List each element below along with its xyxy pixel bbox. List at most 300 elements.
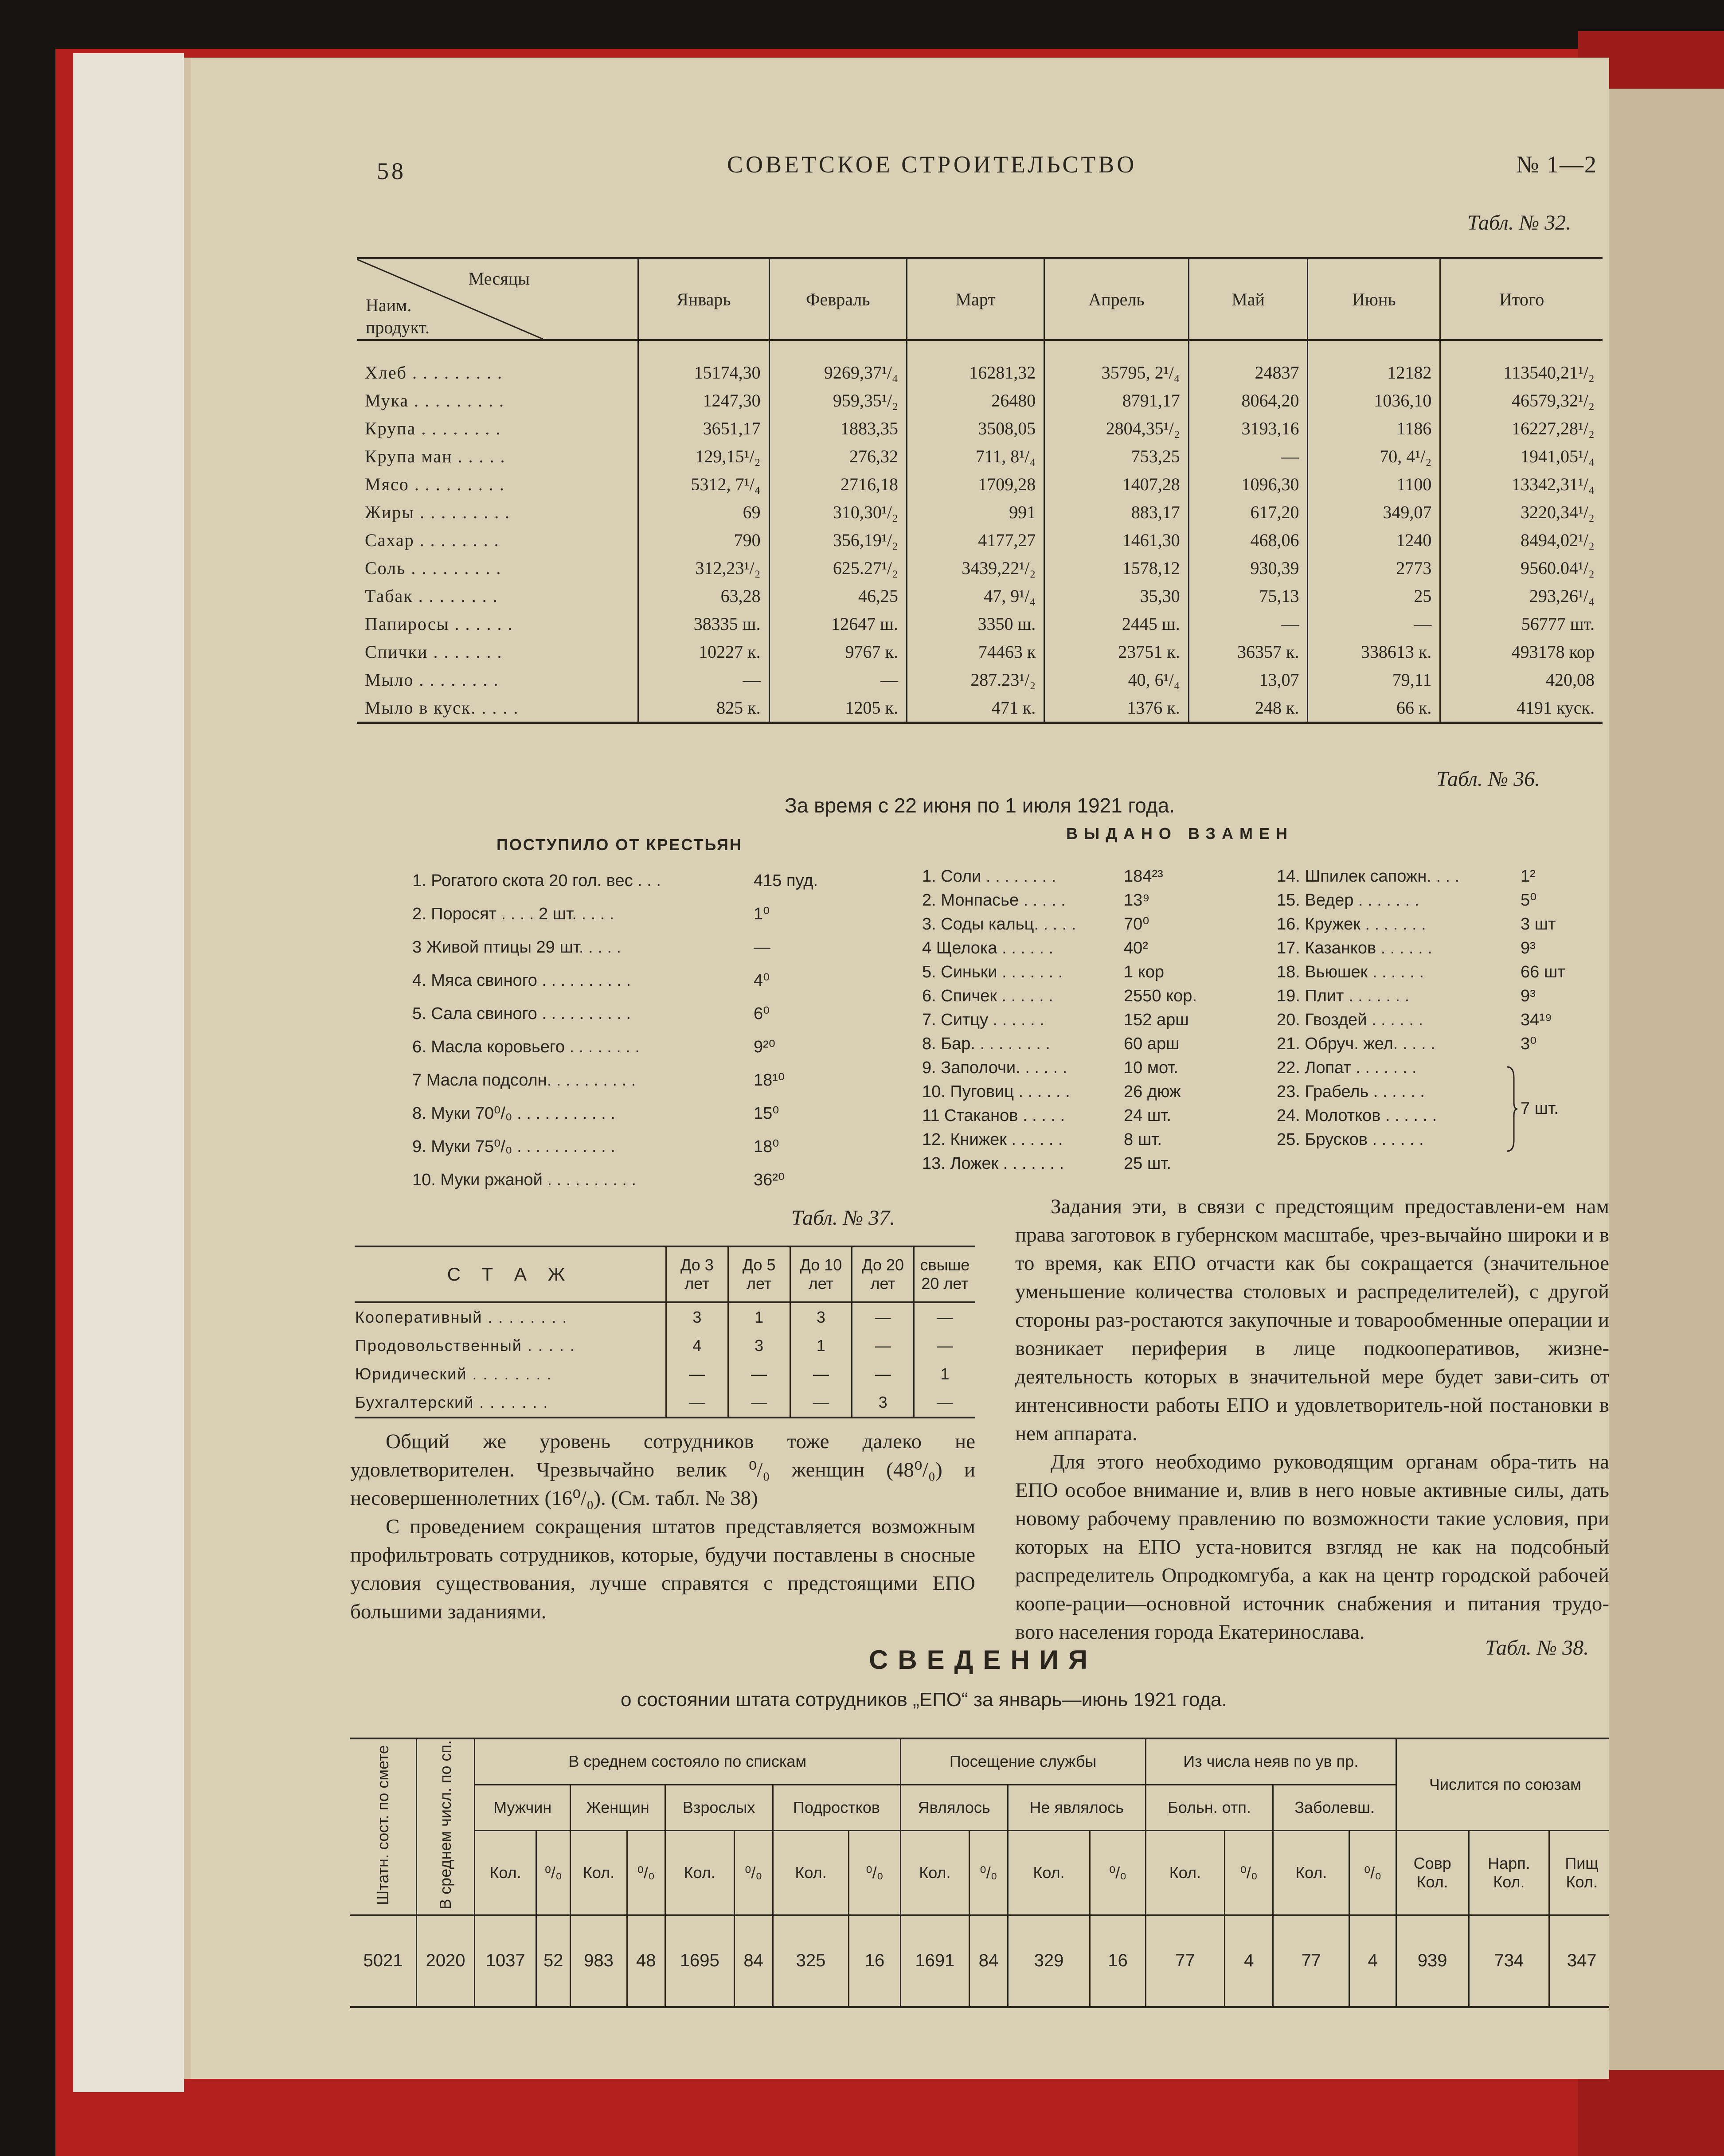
list-item	[1277, 960, 1605, 984]
list-item-label: 17. Казанков . . . . . .	[1277, 939, 1432, 957]
table32-cell: 468,06	[1188, 526, 1308, 554]
table32-cell: 2445 ш.	[1044, 610, 1188, 638]
table38-cell: 347	[1549, 1915, 1609, 2007]
table32-row	[357, 582, 1603, 610]
table32-cell: 4177,27	[907, 526, 1044, 554]
table32-cell: 10227 к.	[638, 638, 769, 666]
table32-cell: 356,19¹/₂	[769, 526, 907, 554]
list-item-label: 5. Синьки . . . . . . .	[922, 963, 1063, 981]
table32-body	[357, 340, 1603, 723]
table32-cell: 1883,35	[769, 414, 907, 442]
list-item-value: 15⁰	[754, 1104, 779, 1123]
table32-cell: 4191 куск.	[1440, 694, 1603, 723]
table37-col-header: До 5 лет	[728, 1246, 790, 1302]
list-item-label: 3. Соды кальц. . . . .	[922, 915, 1076, 933]
list-item-label: 9. Муки 75⁰/₀ . . . . . . . . . . .	[412, 1137, 615, 1156]
table37-stazh-header: С Т А Ж	[355, 1246, 666, 1302]
table32-cell: —	[1188, 442, 1308, 470]
table36-caption: Табл. № 36.	[1436, 767, 1540, 791]
list-item	[1277, 1008, 1605, 1032]
table32-cell: 23751 к.	[1044, 638, 1188, 666]
list-item-value: 9³	[1521, 987, 1536, 1005]
list-item	[412, 931, 820, 964]
table37-col-header: До 10 лет	[790, 1246, 852, 1302]
table37-row	[355, 1360, 975, 1388]
table32-cell: 74463 к	[907, 638, 1044, 666]
table32-row	[357, 470, 1603, 498]
list-item-label: 9. Заполочи. . . . . .	[922, 1058, 1067, 1077]
table32-cell: 3651,17	[638, 414, 769, 442]
table38-cell: 77	[1273, 1915, 1349, 2007]
avg-header	[417, 1738, 475, 1915]
list-item	[1277, 864, 1605, 888]
table37-cell: —	[728, 1388, 790, 1418]
table32-cell: 310,30¹/₂	[769, 498, 907, 526]
table32-cell: 1205 к.	[769, 694, 907, 723]
list-item-value: 25 шт.	[1124, 1154, 1172, 1173]
issued-list-a	[922, 864, 1232, 1176]
table32-cell: 8791,17	[1044, 387, 1188, 414]
list-item	[922, 888, 1232, 912]
kol-header: Кол.	[1145, 1830, 1224, 1915]
table32-cell: 66 к.	[1308, 694, 1440, 723]
journal-title: СОВЕТСКОЕ СТРОИТЕЛЬСТВО	[727, 151, 1137, 178]
table32-cell: 56777 шт.	[1440, 610, 1603, 638]
list-item	[412, 1164, 820, 1197]
table32-row	[357, 526, 1603, 554]
table32-cell: 36357 к.	[1188, 638, 1308, 666]
table37-row	[355, 1302, 975, 1332]
table32-row-name: Крупа ман . . . . .	[365, 446, 506, 466]
list-item-value: 70⁰	[1124, 915, 1149, 933]
list-item-label: 6. Масла коровьего . . . . . . . .	[412, 1038, 640, 1056]
table32-row	[357, 666, 1603, 694]
table38-subheader: Не являлось	[1008, 1785, 1145, 1830]
table32-cell: 790	[638, 526, 769, 554]
table32-row	[357, 442, 1603, 470]
union-header	[1469, 1830, 1549, 1915]
table32-row-name: Жиры . . . . . . . . .	[365, 502, 511, 522]
list-item	[412, 1130, 820, 1164]
table32-cell: 24837	[1188, 340, 1308, 387]
pct-header: ⁰/₀	[1090, 1830, 1145, 1915]
table37-cell: —	[852, 1332, 914, 1360]
list-item-value: 1⁰	[754, 905, 770, 923]
received-list	[412, 864, 820, 1197]
table32-cell: 1941,05¹/₄	[1440, 442, 1603, 470]
list-item-label: 14. Шпилек сапожн. . . .	[1277, 867, 1460, 886]
list-item-label: 10. Муки ржаной . . . . . . . . . .	[412, 1171, 637, 1189]
list-item-label: 5. Сала свиного . . . . . . . . . .	[412, 1004, 631, 1023]
kol-header: Кол.	[900, 1830, 970, 1915]
table32-cell: 349,07	[1308, 498, 1440, 526]
table37-cell: —	[914, 1302, 975, 1332]
pct-header: ⁰/₀	[536, 1830, 571, 1915]
page-number: 58	[377, 158, 406, 184]
table32-row-name: Сахар . . . . . . . .	[365, 530, 500, 550]
table32-cell: —	[638, 666, 769, 694]
union-kol: Кол.	[1416, 1872, 1448, 1891]
table32-cell: 79,11	[1308, 666, 1440, 694]
group-header: Посещение службы	[900, 1738, 1145, 1785]
table37-cell: 1	[914, 1360, 975, 1388]
list-item-label: 18. Вьюшек . . . . . .	[1277, 963, 1424, 981]
list-item-label: 4 Щелока . . . . . .	[922, 939, 1054, 957]
pct-header: ⁰/₀	[1349, 1830, 1396, 1915]
table37-cell: 4	[666, 1332, 728, 1360]
table38-subtitle: о состоянии штата сотрудников „ЕПО“ за январь—июнь 1921 года.	[621, 1689, 1227, 1711]
list-item-value: 13⁹	[1124, 891, 1150, 910]
list-item	[922, 864, 1232, 888]
table32-row-name: Хлеб . . . . . . . . .	[365, 363, 503, 383]
table32	[357, 257, 1603, 724]
table32-cell: 1376 к.	[1044, 694, 1188, 723]
pct-header: ⁰/₀	[627, 1830, 665, 1915]
table38-subheader: Взрослых	[665, 1785, 773, 1830]
table38-values-row	[350, 1915, 1609, 2007]
list-item-label: 1. Соли . . . . . . . .	[922, 867, 1056, 886]
table32-row-name: Крупа . . . . . . . .	[365, 418, 501, 438]
list-item	[412, 864, 820, 898]
list-item-value: 9²⁰	[754, 1038, 776, 1056]
table32-corner-cell	[357, 258, 638, 340]
table32-cell: 13,07	[1188, 666, 1308, 694]
union-kol: Кол.	[1493, 1872, 1525, 1891]
list-item-label: 8. Муки 70⁰/₀ . . . . . . . . . . .	[412, 1104, 615, 1123]
list-item-value: 8 шт.	[1124, 1130, 1162, 1149]
table37-row-name: Продовольственный . . . . .	[355, 1336, 575, 1355]
list-item-label: 21. Обруч. жел. . . . .	[1277, 1035, 1435, 1053]
table32-cell: 75,13	[1188, 582, 1308, 610]
list-item-label: 6. Спичек . . . . . .	[922, 987, 1053, 1005]
table32-cell: 16281,32	[907, 340, 1044, 387]
table38-subheader: Больн. отп.	[1145, 1785, 1273, 1830]
table32-row-name: Мука . . . . . . . . .	[365, 391, 505, 410]
list-item-value: 3⁰	[1521, 1035, 1537, 1053]
table32-cell: 1036,10	[1308, 387, 1440, 414]
list-item-label: 24. Молотков . . . . . .	[1277, 1106, 1437, 1125]
table32-cell: 1407,28	[1044, 470, 1188, 498]
list-item-label: 7 Масла подсолн. . . . . . . . . .	[412, 1071, 636, 1090]
table32-cell: 9767 к.	[769, 638, 907, 666]
kol-header: Кол.	[773, 1830, 849, 1915]
table32-cell: 9269,37¹/₄	[769, 340, 907, 387]
list-item-label: 8. Бар. . . . . . . . .	[922, 1035, 1050, 1053]
list-item-value: 1²	[1521, 867, 1536, 886]
list-item-label: 2. Монпасье . . . . .	[922, 891, 1066, 910]
list-item-value: 60 арш	[1124, 1035, 1180, 1053]
list-item-value: 36²⁰	[754, 1171, 785, 1189]
table32-cell: 9560.04¹/₂	[1440, 554, 1603, 582]
table37-row	[355, 1388, 975, 1418]
table37-col-header: До 20 лет	[852, 1246, 914, 1302]
table32-cell: 1186	[1308, 414, 1440, 442]
table38-cell: 5021	[363, 1951, 403, 1971]
table32-cell: 47, 9¹/₄	[907, 582, 1044, 610]
list-item	[922, 984, 1232, 1008]
table32-row-name: Мыло . . . . . . . .	[365, 670, 499, 690]
table38-subheader: Женщин	[571, 1785, 665, 1830]
kol-header: Кол.	[475, 1830, 536, 1915]
list-item-value: 40²	[1124, 939, 1148, 957]
table37-cell: —	[790, 1360, 852, 1388]
table32-cell: 287.23¹/₂	[907, 666, 1044, 694]
table38-title: СВЕДЕНИЯ	[869, 1645, 1098, 1675]
list-item-label: 3 Живой птицы 29 шт. . . . .	[412, 938, 622, 957]
table38-cell: 1695	[665, 1915, 734, 2007]
table37-header-row	[355, 1246, 975, 1302]
list-item-value: 415 пуд.	[754, 871, 818, 890]
list-item	[1277, 912, 1605, 936]
table37-body	[355, 1302, 975, 1418]
table38-cell: 1037	[475, 1915, 536, 2007]
list-item-value: 34¹⁹	[1521, 1011, 1552, 1029]
table32-cell: 3508,05	[907, 414, 1044, 442]
table38-cell: 983	[571, 1915, 627, 2007]
table32-row-name: Спички . . . . . . .	[365, 642, 503, 662]
table32-cell: 1461,30	[1044, 526, 1188, 554]
table32-cell: 129,15¹/₂	[638, 442, 769, 470]
table32-cell: 40, 6¹/₄	[1044, 666, 1188, 694]
list-item-value: 1 кор	[1124, 963, 1165, 981]
group-header: В среднем состояло по спискам	[475, 1738, 901, 1785]
list-item	[1277, 984, 1605, 1008]
list-item	[412, 1031, 820, 1064]
paragraph: Общий же уровень сотрудников тоже далеко не удовлетворителен. Чрезвычайно велик ⁰/₀ женщин (48⁰/₀) и несовершеннолетних (16⁰/₀). (См. табл. № 38)	[350, 1430, 975, 1510]
list-item-label: 7. Ситцу . . . . . .	[922, 1011, 1044, 1029]
list-item-label: 25. Брусков . . . . . .	[1277, 1130, 1424, 1149]
table37-cell: 1	[728, 1302, 790, 1332]
table38-cell: 329	[1008, 1915, 1090, 2007]
list-item-value: 18⁰	[754, 1137, 779, 1156]
table32-cell: 63,28	[638, 582, 769, 610]
table37	[355, 1246, 975, 1418]
table32-cell: 26480	[907, 387, 1044, 414]
table32-cell: 248 к.	[1188, 694, 1308, 723]
table37-cell: 3	[790, 1302, 852, 1332]
union-header	[1396, 1830, 1469, 1915]
table32-corner-name: Наим.	[366, 295, 412, 315]
list-item-value: 5⁰	[1521, 891, 1537, 910]
table32-row-name: Папиросы . . . . . .	[365, 614, 513, 634]
list-item-value: —	[754, 938, 770, 957]
table32-col-header: Март	[907, 258, 1044, 340]
table32-cell: 5312, 7¹/₄	[638, 470, 769, 498]
table38-cell: 48	[627, 1915, 665, 2007]
table37-col-header: свыше 20 лет	[914, 1246, 975, 1302]
table32-cell: 13342,31¹/₄	[1440, 470, 1603, 498]
kol-header: Кол.	[571, 1830, 627, 1915]
pct-header: ⁰/₀	[970, 1830, 1008, 1915]
table32-cell: 3439,22¹/₂	[907, 554, 1044, 582]
table37-cell: 3	[852, 1388, 914, 1418]
list-item-label: 1. Рогатого скота 20 гол. вес . . .	[412, 871, 661, 890]
table32-col-header: Апрель	[1044, 258, 1188, 340]
table32-row	[357, 638, 1603, 666]
table32-cell: 312,23¹/₂	[638, 554, 769, 582]
table37-cell: —	[852, 1302, 914, 1332]
list-item	[1277, 1056, 1605, 1080]
table32-header-row	[357, 258, 1603, 340]
table32-cell: 12647 ш.	[769, 610, 907, 638]
union-name: Пищ	[1565, 1854, 1599, 1872]
table32-cell: 46579,32¹/₂	[1440, 387, 1603, 414]
table32-row	[357, 554, 1603, 582]
list-item-label: 19. Плит . . . . . . .	[1277, 987, 1410, 1005]
table32-col-header: Июнь	[1308, 258, 1440, 340]
table38-kol-row	[350, 1830, 1609, 1915]
table37-row-name: Бухгалтерский . . . . . . .	[355, 1393, 549, 1411]
table32-cell: 3220,34¹/₂	[1440, 498, 1603, 526]
table32-cell: 12182	[1308, 340, 1440, 387]
table32-cell: 1240	[1308, 526, 1440, 554]
table38-subheader: Являлось	[900, 1785, 1008, 1830]
table32-cell: 420,08	[1440, 666, 1603, 694]
table32-caption: Табл. № 32.	[1467, 211, 1572, 234]
table32-cell: 8494,02¹/₂	[1440, 526, 1603, 554]
flyleaf	[73, 53, 184, 2092]
table32-row	[357, 610, 1603, 638]
table38	[350, 1738, 1609, 2008]
table32-cell: 959,35¹/₂	[769, 387, 907, 414]
brace-value: 7 шт.	[1521, 1099, 1559, 1118]
list-item	[922, 1056, 1232, 1080]
list-item-label: 23. Грабель . . . . . .	[1277, 1082, 1425, 1101]
list-item-value: 9³	[1521, 939, 1536, 957]
table32-cell: 930,39	[1188, 554, 1308, 582]
table32-cell: 3350 ш.	[907, 610, 1044, 638]
table37-cell: 3	[728, 1332, 790, 1360]
table32-cell: —	[1188, 610, 1308, 638]
table32-cell: 8064,20	[1188, 387, 1308, 414]
table37-cell: —	[666, 1360, 728, 1388]
list-item-label: 11 Стаканов . . . . .	[922, 1106, 1065, 1125]
list-item-label: 16. Кружек . . . . . . .	[1277, 915, 1426, 933]
pct-header: ⁰/₀	[1225, 1830, 1273, 1915]
table32-row-name: Мыло в куск. . . . .	[365, 698, 519, 718]
table38-subheader: Подростков	[773, 1785, 900, 1830]
table32-col-header: Февраль	[769, 258, 907, 340]
table32-cell: 753,25	[1044, 442, 1188, 470]
list-item	[922, 1152, 1232, 1176]
list-item	[1277, 936, 1605, 960]
kol-header: Кол.	[1273, 1830, 1349, 1915]
table32-row-name: Табак . . . . . . . .	[365, 586, 498, 606]
table37-cell: —	[728, 1360, 790, 1388]
list-item	[1277, 1128, 1605, 1152]
table32-corner-name-2: продукт.	[366, 317, 430, 337]
table37-col-header: До 3 лет	[666, 1246, 728, 1302]
received-title: ПОСТУПИЛО ОТ КРЕСТЬЯН	[496, 836, 743, 854]
table38-cell: 939	[1396, 1915, 1469, 2007]
table32-cell: 825 к.	[638, 694, 769, 723]
table32-cell: 1100	[1308, 470, 1440, 498]
list-item	[1277, 1032, 1605, 1056]
page	[191, 58, 1609, 2079]
table32-cell: 493178 кор	[1440, 638, 1603, 666]
list-item-value: 2550 кор.	[1124, 987, 1197, 1005]
avg-header-text: В среднем числ. по сп.	[436, 1740, 454, 1910]
table32-cell: 1247,30	[638, 387, 769, 414]
issued-title: ВЫДАНО ВЗАМЕН	[1066, 824, 1294, 843]
table32-cell: 625.27¹/₂	[769, 554, 907, 582]
table37-row-name: Кооперативный . . . . . . . .	[355, 1308, 568, 1326]
table38-cell: 77	[1145, 1915, 1224, 2007]
table32-cell: 1709,28	[907, 470, 1044, 498]
table37-cell: —	[914, 1388, 975, 1418]
table38-cell: 1691	[900, 1915, 970, 2007]
list-item	[1277, 888, 1605, 912]
table32-col-header: Итого	[1440, 258, 1603, 340]
table32-col-header: Январь	[638, 258, 769, 340]
union-kol: Кол.	[1566, 1872, 1598, 1891]
next-page-edge	[1607, 89, 1724, 2070]
list-item-value: 26 дюж	[1124, 1082, 1181, 1101]
table37-caption: Табл. № 37.	[791, 1206, 895, 1230]
kol-header: Кол.	[665, 1830, 734, 1915]
list-item-label: 20. Гвоздей . . . . . .	[1277, 1011, 1423, 1029]
table38-cell: 84	[734, 1915, 773, 2007]
list-item-value: 24 шт.	[1124, 1106, 1172, 1125]
table32-cell: 3193,16	[1188, 414, 1308, 442]
paragraph: С проведением сокращения штатов представляется возможным профильтровать сотрудников, которые, будучи поставлены в сносные условия существования, лучше справятся с предстоящими ЕПО большими заданиями.	[350, 1515, 975, 1623]
table37-cell: —	[666, 1388, 728, 1418]
list-item	[922, 960, 1232, 984]
list-item	[412, 997, 820, 1031]
table38-header-row	[350, 1738, 1609, 1785]
table37-cell: —	[790, 1388, 852, 1418]
table38-caption: Табл. № 38.	[1485, 1636, 1589, 1660]
paragraph: Для этого необходимо руководящим органам обра-тить на ЕПО особое внимание и, влив в него новые активные силы, дать новому рабочему правлению по возможности такие условия, при которых на ЕПО уста-новится взгляд не как на подсобный распределитель Опродкомгуба, а как на центр городской рабочей коопе-рации—основной источник снабжения и питания трудо-вого населения города Екатеринослава.	[1015, 1450, 1609, 1644]
list-item-label: 13. Ложек . . . . . . .	[922, 1154, 1064, 1173]
list-item-value: 152 арш	[1124, 1011, 1189, 1029]
table32-row-name: Мясо . . . . . . . . .	[365, 474, 505, 494]
table37-cell: 3	[666, 1302, 728, 1332]
table38-cell: 16	[849, 1915, 900, 2007]
table38-cell: 734	[1469, 1915, 1549, 2007]
table37-cell: —	[852, 1360, 914, 1388]
table32-cell: 1096,30	[1188, 470, 1308, 498]
staff-header	[350, 1738, 417, 1915]
union-name: Нарп.	[1488, 1854, 1530, 1872]
table38-cell: 16	[1090, 1915, 1145, 2007]
list-item-label: 10. Пуговиц . . . . . .	[922, 1082, 1070, 1101]
list-item	[412, 1064, 820, 1097]
list-item-label: 4. Мяса свиного . . . . . . . . . .	[412, 971, 631, 990]
table37-row-name: Юридический . . . . . . . .	[355, 1365, 552, 1383]
list-item	[412, 1097, 820, 1130]
union-header	[1549, 1830, 1609, 1915]
list-item	[922, 1104, 1232, 1128]
left-text-column	[350, 1427, 975, 1626]
table36-period: За время с 22 июня по 1 июля 1921 года.	[785, 794, 1175, 817]
table32-cell: 711, 8¹/₄	[907, 442, 1044, 470]
group-header: Числится по союзам	[1396, 1738, 1609, 1830]
table38-cell: 4	[1225, 1915, 1273, 2007]
table32-cell: 113540,21¹/₂	[1440, 340, 1603, 387]
group-header: Из числа неяв по ув пр.	[1145, 1738, 1396, 1785]
table32-cell: 2773	[1308, 554, 1440, 582]
table32-row	[357, 498, 1603, 526]
list-item-value: 66 шт	[1521, 963, 1565, 981]
table32-cell: 38335 ш.	[638, 610, 769, 638]
table32-cell: 69	[638, 498, 769, 526]
table32-cell: 2804,35¹/₂	[1044, 414, 1188, 442]
right-text-column	[1015, 1192, 1609, 1646]
table32-cell: 1578,12	[1044, 554, 1188, 582]
table32-cell: 293,26¹/₄	[1440, 582, 1603, 610]
list-item	[922, 1080, 1232, 1104]
